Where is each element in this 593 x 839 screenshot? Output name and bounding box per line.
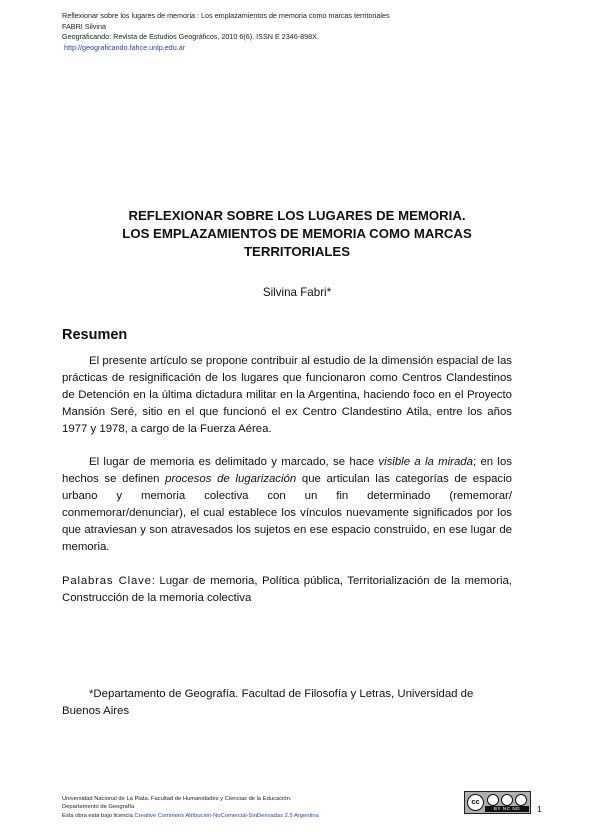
abstract-p2-emphasis-2: procesos de lugarización (165, 473, 297, 486)
keywords (62, 573, 512, 607)
footer-department: Departamento de Geografía (62, 804, 135, 811)
author-name: Silvina Fabri* (262, 286, 332, 299)
journal-url-link[interactable]: http://geograficando.fahce.unlp.edu.ar (64, 42, 186, 52)
abstract-paragraph-2 (62, 454, 512, 557)
noderivatives-icon (515, 794, 527, 806)
title-line-1: REFLEXIONAR SOBRE LOS LUGARES DE MEMORIA. (128, 208, 466, 223)
keywords-text: : Lugar de memoria, Política pública, Territorialización de la memoria, Construcción de la memoria colectiva (62, 575, 512, 605)
attribution-icon (487, 794, 499, 806)
footer-license-prefix: Esta obra está bajo licencia (62, 812, 135, 819)
noncommercial-icon (501, 794, 513, 806)
page-footer (62, 795, 319, 820)
running-header (62, 11, 390, 53)
article-title (62, 207, 532, 261)
footer-university: Universidad Nacional de La Plata. Facultad de Humanidades y Ciencias de la Educación. (62, 796, 292, 802)
abstract-p1-text: El presente artículo se propone contribuir al estudio de la dimensión espacial de las prácticas de resignificación de los lugares que funcionaron como Centros Clandestinos de Detención en la última dictadura militar en la Argentina, haciendo foco en el Proyecto Mansión Seré, sitio en el que funcionó el ex Centro Clandestino Atila, entre los años 1977 y 1978, a cargo de la Fuerza Aérea. (62, 355, 512, 436)
abstract-p2-emphasis-1: visible a la mirada (378, 456, 473, 468)
section-heading-resumen: Resumen (62, 327, 128, 343)
license-link[interactable]: Creative Commons Atribución-NoComercial-SinDerivadas 2.5 Argentina (134, 812, 319, 819)
author-affiliation-footnote (62, 686, 512, 720)
abstract-paragraph-1 (62, 353, 512, 438)
abstract-p2-text-c: que articulan las categorías de espacio urbano y memoria colectiva con un fin determinado (rememorar/ conmemorar/denunciar), el cual establece los vínculos nuevamente significados por los que atraviesan y son atravesados los sujetos en ese espacio construido, en ese lugar de memoria. (62, 473, 512, 554)
header-article-title: Reflexionar sobre los lugares de memoria : Los emplazamientos de memoria como marcas territoriales (62, 11, 390, 20)
keywords-label: Palabras Clave (62, 575, 152, 587)
cc-badge-strip: BY NC ND (485, 806, 529, 812)
title-line-3: TERRITORIALES (244, 244, 350, 259)
header-author: FABRI Silvina (62, 21, 106, 31)
cc-logo-icon: cc (467, 794, 484, 811)
title-line-2: LOS EMPLAZAMIENTOS DE MEMORIA COMO MARCAS (122, 226, 472, 241)
page-number: 1 (537, 804, 542, 814)
cc-license-badge[interactable] (464, 791, 531, 814)
footnote-text: *Departamento de Geografía. Facultad de Filosofía y Letras, Universidad de Buenos Aires (62, 688, 474, 718)
abstract-p2-text-a: El lugar de memoria es delimitado y marcado, se hace (89, 456, 379, 468)
header-journal: Geograficando: Revista de Estudios Geográficos, 2010 6(6). ISSN E 2346-898X. (62, 32, 319, 42)
abstract-p2-text-b: ; en los hechos se definen (62, 456, 512, 486)
